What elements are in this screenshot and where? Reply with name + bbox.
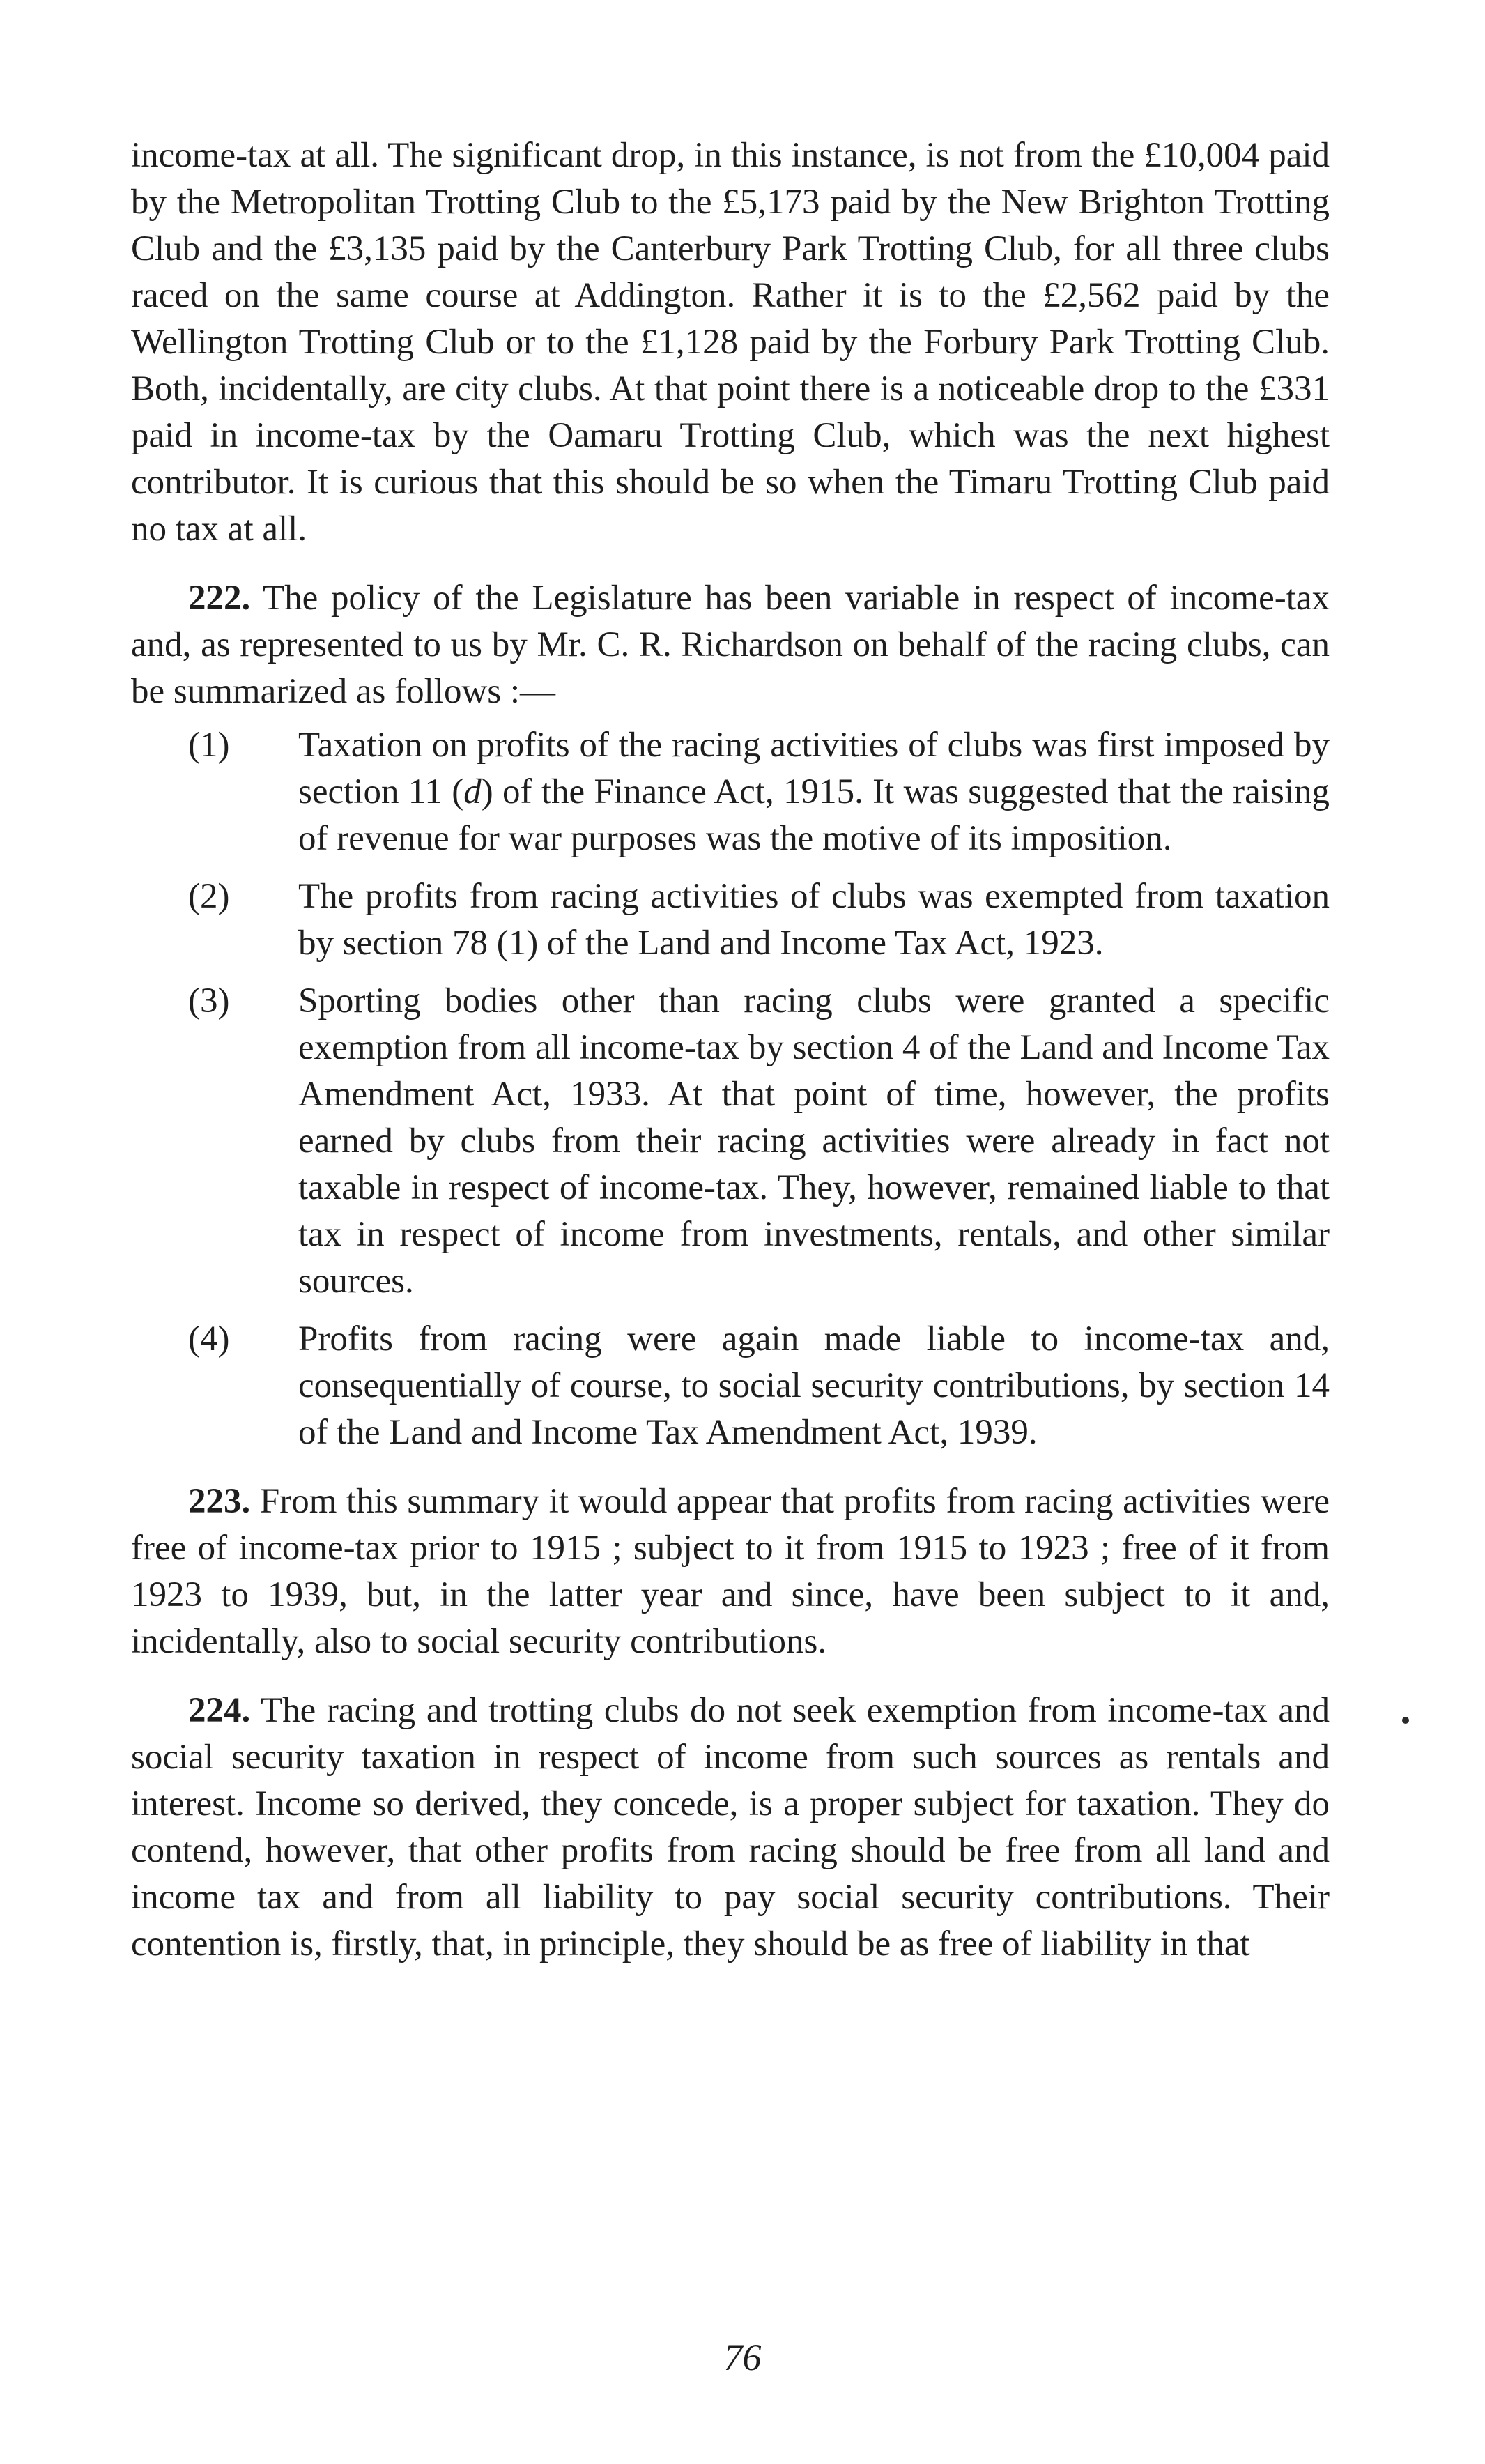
list-item-text: Sporting bodies other than racing clubs were granted a specific exemption from all income-tax by section 4 of the Land and Income Tax Amendment Act, 1933. At that point of time, however, the profits earned by clubs from their racing activities were already in fact not taxable in respect of income-tax. They, however, remained liable to that tax in respect of income from investments, rentals, and other similar sources.	[298, 981, 1330, 1301]
list-item	[131, 978, 1330, 1305]
margin-dot	[1402, 1717, 1409, 1724]
list-item-text: The profits from racing activities of clubs was exempted from taxation by section 78 (1) of the Land and Income Tax Act, 1923.	[298, 877, 1330, 963]
page-number: 76	[723, 2336, 762, 2378]
paragraph-224	[131, 1688, 1330, 1968]
list-item	[131, 722, 1330, 862]
paragraph-number: 222.	[188, 579, 251, 618]
paragraph-223	[131, 1478, 1330, 1665]
paragraph-text: The policy of the Legislature has been variable in respect of income-tax and, as represented to us by Mr. C. R. Richardson on behalf of the racing clubs, can be summarized as follows :—	[131, 579, 1330, 711]
paragraph-222	[131, 575, 1330, 715]
list-item-text: Profits from racing were again made liable to income-tax and, consequentially of course, to social security contributions, by section 14 of the Land and Income Tax Amendment Act, 1939.	[298, 1319, 1330, 1452]
paragraph-number: 223.	[188, 1482, 251, 1521]
list-marker: (2)	[188, 877, 230, 916]
list-item	[131, 873, 1330, 967]
policy-list	[131, 722, 1330, 1456]
list-item-text: Taxation on profits of the racing activities of clubs was first imposed by section 11 (d) of the Finance Act, 1915. It was suggested that the raising of revenue for war purposes was the motive of its imposition.	[298, 726, 1330, 858]
list-item	[131, 1316, 1330, 1456]
list-marker: (3)	[188, 981, 230, 1020]
paragraph-221-continued: income-tax at all. The significant drop, in this instance, is not from the £10,004 paid by the Metropolitan Trotting Club to the £5,173 paid by the New Brighton Trotting Club and the £3,135 paid by the Canterbury Park Trotting Club, for all three clubs raced on the same course at Addington. Rather it is to the £2,562 paid by the Wellington Trotting Club or to the £1,128 paid by the Forbury Park Trotting Club. Both, incidentally, are city clubs. At that point there is a noticeable drop to the £331 paid in income-tax by the Oamaru Trotting Club, which was the next highest contributor. It is curious that this should be so when the Timaru Trotting Club paid no tax at all.	[131, 136, 1330, 549]
paragraph-text: The racing and trotting clubs do not seek exemption from income-tax and social security taxation in respect of income from such sources as rentals and interest. Income so derived, they concede, is a proper subject for taxation. They do contend, however, that other profits from racing should be free from all land and income tax and from all liability to pay social security contributions. Their contention is, firstly, that, in principle, they should be as free of liability in that	[131, 1691, 1330, 1964]
list-marker: (1)	[188, 726, 230, 765]
paragraph-text: From this summary it would appear that profits from racing activities were free of income-tax prior to 1915 ; subject to it from 1915 to 1923 ; free of it from 1923 to 1939, but, in the latter year and since, have been subject to it and, incidentally, also to social security contributions.	[131, 1482, 1330, 1661]
paragraph-number: 224.	[188, 1691, 251, 1730]
page-body	[131, 132, 1330, 1968]
list-marker: (4)	[188, 1319, 230, 1359]
